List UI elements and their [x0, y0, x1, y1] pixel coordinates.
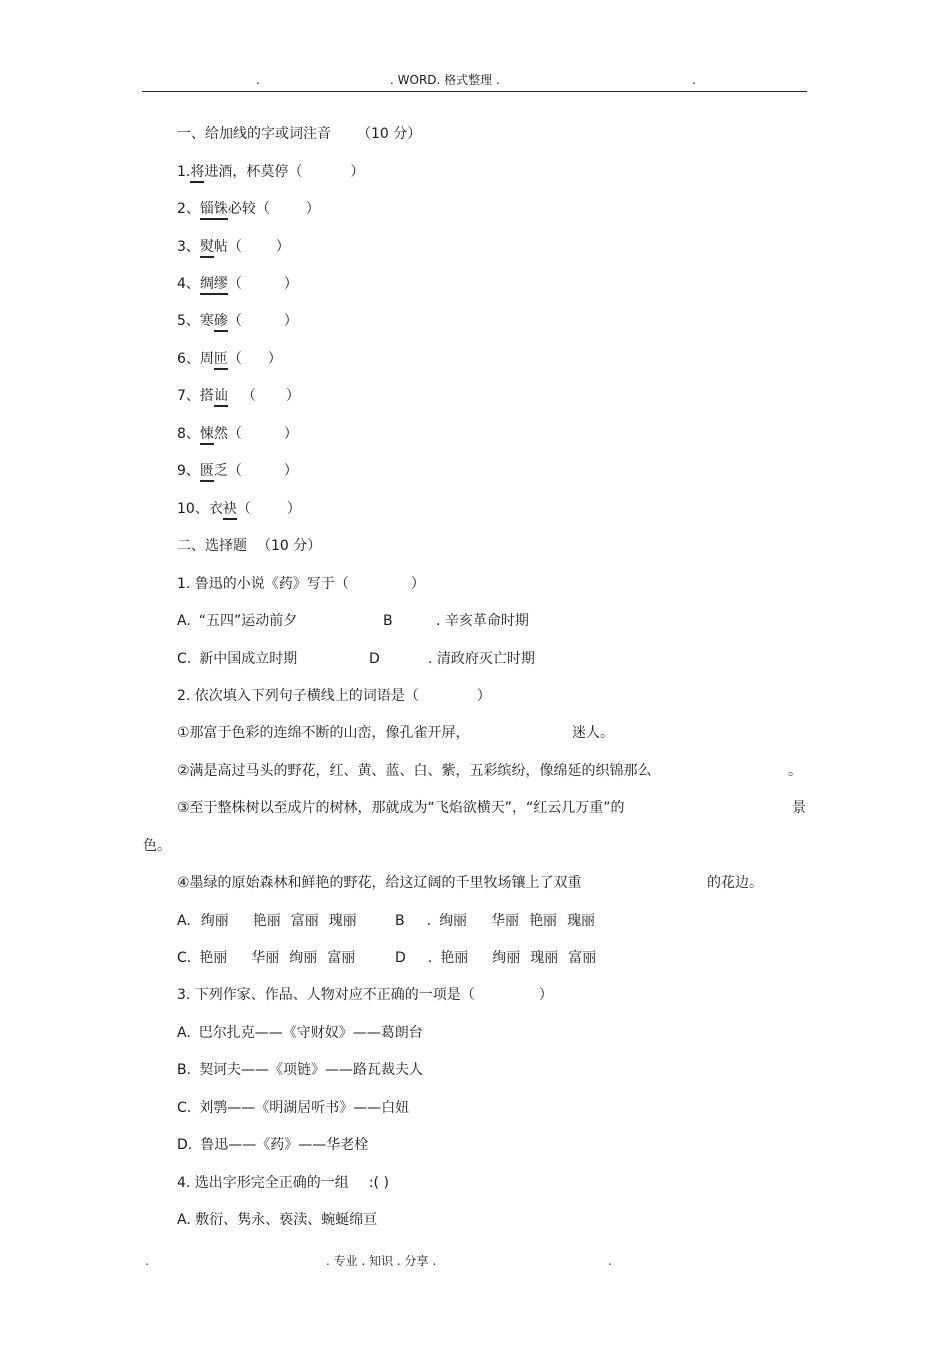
- q2-sentence-3-end: 景: [792, 800, 806, 816]
- q3-option-c: C. 刘鹗——《明湖居听书》——白妞: [177, 1100, 410, 1116]
- q2-option-c: C. 艳丽 华丽 绚丽 富丽: [177, 950, 356, 966]
- q2-sentence-3-wrap: 色。: [143, 838, 171, 854]
- footer-dot-left: .: [145, 1254, 149, 1268]
- s1-item-10: 10、衣袂（ ）: [177, 500, 301, 518]
- q1-stem: 1. 鲁迅的小说《药》写于（ ）: [177, 576, 425, 592]
- section1-heading: [177, 125, 421, 143]
- q2-sentence-4-end: 的花边。: [707, 875, 763, 891]
- footer-text: . 专业 . 知识 . 分享 .: [326, 1254, 437, 1268]
- header-rule: [142, 91, 807, 92]
- q3-option-d: D. 鲁迅——《药》——华老栓: [177, 1137, 369, 1153]
- underlined-word: 匝: [214, 351, 228, 370]
- underlined-word: 匮: [200, 463, 214, 482]
- q2-option-a: A. 绚丽 艳丽 富丽 瑰丽: [177, 913, 357, 929]
- underlined-word: 将: [190, 164, 204, 183]
- q2-option-b: B . 绚丽 华丽 艳丽 瑰丽: [395, 913, 596, 929]
- underlined-word: 悚: [200, 426, 214, 445]
- q1-option-d: . 清政府灭亡时期: [428, 651, 535, 667]
- s1-item-8: 8、悚然（ ）: [177, 425, 298, 443]
- s1-item-5: 5、寒碜（ ）: [177, 312, 298, 330]
- q2-stem: 2. 依次填入下列句子横线上的词语是（ ）: [177, 688, 491, 704]
- q1-option-d-label: D: [369, 651, 380, 667]
- q1-option-a: A. “五四”运动前夕: [177, 613, 298, 629]
- footer-dot-right: .: [608, 1254, 612, 1268]
- section2-score: （10 分）: [257, 538, 322, 554]
- q2-sentence-1: ①那富于色彩的连绵不断的山峦，像孔雀开屏，: [177, 725, 470, 741]
- q1-option-c: C. 新中国成立时期: [177, 651, 298, 667]
- underlined-word: 绸缪: [200, 276, 228, 295]
- header-title: . WORD. 格式整理 .: [390, 73, 500, 87]
- s1-item-6: 6、周匝（ ）: [177, 350, 282, 368]
- q2-sentence-3: ③至于整株树以至成片的树林，那就成为“飞焰欲横天”，“红云几万重”的: [177, 800, 625, 816]
- s1-item-3: 3、熨帖（ ）: [177, 238, 290, 256]
- q2-sentence-2: ②满是高过马头的野花，红、黄、蓝、白、紫，五彩缤纷，像绵延的织锦那么: [177, 763, 652, 779]
- q2-sentence-4: ④墨绿的原始森林和鲜艳的野花，给这辽阔的千里牧场镶上了双重: [177, 875, 582, 891]
- q3-option-a: A. 巴尔扎克——《守财奴》——葛朗台: [177, 1025, 423, 1041]
- underlined-word: 袂: [223, 501, 237, 520]
- q3-option-b: B. 契诃夫——《项链》——路瓦裁夫人: [177, 1062, 424, 1078]
- section1-title: 一、给加线的字或词注音: [177, 126, 331, 142]
- q2-sentence-2-end: 。: [788, 763, 802, 779]
- s1-item-1: 1.将进酒，杯莫停（ ）: [177, 163, 364, 181]
- q2-sentence-1-end: 迷人。: [572, 725, 614, 741]
- q2-option-d: D . 艳丽 绚丽 瑰丽 富丽: [395, 950, 597, 966]
- section2-heading: [177, 537, 321, 555]
- s1-item-9: 9、匮乏（ ）: [177, 462, 298, 480]
- q4-stem: 4. 选出字形完全正确的一组 :( ): [177, 1175, 389, 1191]
- q1-option-b-label: B: [383, 613, 393, 629]
- q4-option-a: A. 敷衍、隽永、亵渎、蜿蜒绵亘: [177, 1212, 378, 1228]
- s1-item-2: 2、锱铢必较（ ）: [177, 200, 320, 218]
- underlined-word: 锱铢: [200, 201, 228, 220]
- header-dot-right: .: [692, 73, 696, 87]
- q3-stem: 3. 下列作家、作品、人物对应不正确的一项是（ ）: [177, 987, 553, 1003]
- s1-item-4: 4、绸缪（ ）: [177, 275, 298, 293]
- underlined-word: 碜: [214, 313, 228, 332]
- section2-title: 二、选择题: [177, 538, 247, 554]
- q1-option-b: . 辛亥革命时期: [436, 613, 529, 629]
- underlined-word: 讪: [214, 388, 228, 407]
- section1-score: （10 分）: [357, 126, 422, 142]
- s1-item-7: 7、搭讪 （ ）: [177, 387, 300, 405]
- header-dot-left: .: [256, 73, 260, 87]
- underlined-word: 熨: [200, 239, 214, 258]
